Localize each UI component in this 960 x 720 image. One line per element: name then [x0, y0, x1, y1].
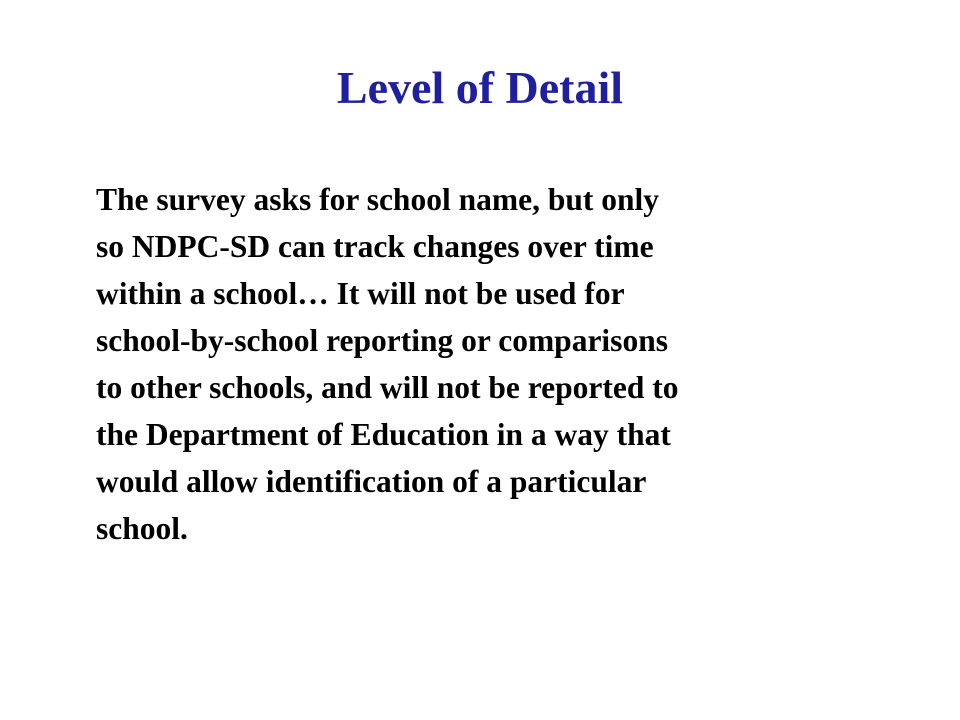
body-line: so NDPC-SD can track changes over time: [96, 229, 654, 264]
body-line: The survey asks for school name, but only: [96, 182, 659, 217]
body-line: school.: [96, 511, 188, 546]
body-line: within a school… It will not be used for: [96, 276, 625, 311]
body-line: school-by-school reporting or comparisons: [96, 323, 668, 358]
body-line: the Department of Education in a way that: [96, 417, 671, 452]
body-line: would allow identification of a particular: [96, 464, 647, 499]
slide-title: Level of Detail: [336, 62, 624, 113]
body-line: to other schools, and will not be reported to: [96, 370, 679, 405]
slide-body-text: [96, 176, 896, 552]
